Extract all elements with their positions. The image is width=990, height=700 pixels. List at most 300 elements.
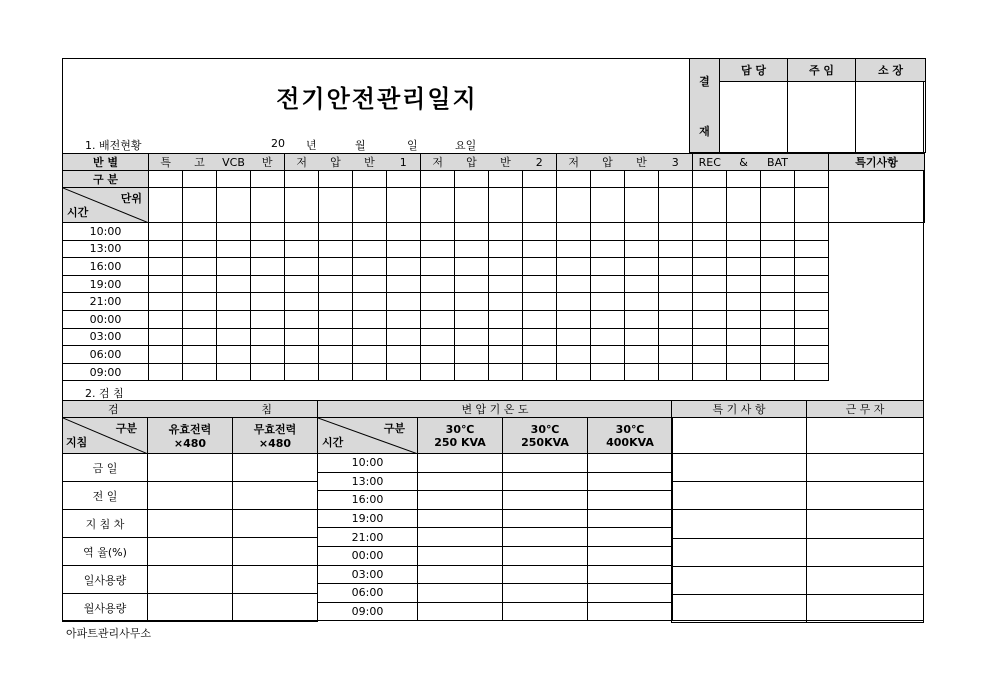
reading-cell[interactable]	[251, 346, 285, 364]
reading-cell[interactable]	[795, 363, 829, 381]
reading-cell[interactable]	[217, 346, 251, 364]
reading-cell[interactable]	[217, 363, 251, 381]
reading-cell[interactable]	[489, 275, 523, 293]
reading-cell[interactable]	[523, 275, 557, 293]
reading-cell[interactable]	[421, 240, 455, 258]
reading-cell[interactable]	[659, 275, 693, 293]
remarks-cell[interactable]	[672, 454, 807, 482]
reading-cell[interactable]	[693, 328, 727, 346]
reading-cell[interactable]	[455, 346, 489, 364]
reading-cell[interactable]	[353, 275, 387, 293]
reading-cell[interactable]	[761, 171, 795, 188]
reading-cell[interactable]	[455, 363, 489, 381]
time-row-label: 10:00	[63, 223, 149, 241]
meter-cell[interactable]	[233, 454, 318, 482]
reading-cell[interactable]	[149, 346, 183, 364]
temp-cell[interactable]	[588, 528, 673, 547]
temp-cell[interactable]	[503, 454, 588, 473]
reading-cell[interactable]	[523, 258, 557, 276]
reading-cell[interactable]	[659, 223, 693, 241]
reading-cell[interactable]	[659, 188, 693, 223]
group-label-cell: 반	[625, 154, 659, 171]
approval-sign-manager[interactable]	[720, 82, 788, 153]
reading-cell[interactable]	[557, 240, 591, 258]
reading-cell[interactable]	[489, 310, 523, 328]
group-label-cell: 반	[353, 154, 387, 171]
reading-cell[interactable]	[285, 171, 319, 188]
reading-cell[interactable]	[353, 171, 387, 188]
reading-cell[interactable]	[693, 223, 727, 241]
reading-cell[interactable]	[455, 328, 489, 346]
reading-cell[interactable]	[285, 188, 319, 223]
reading-cell[interactable]	[251, 240, 285, 258]
reading-cell[interactable]	[149, 328, 183, 346]
reading-cell[interactable]	[353, 258, 387, 276]
reading-cell[interactable]	[319, 293, 353, 311]
remarks-body[interactable]	[829, 171, 925, 223]
reading-cell[interactable]	[285, 363, 319, 381]
reading-cell[interactable]	[455, 293, 489, 311]
reading-cell[interactable]	[217, 258, 251, 276]
temp-cell[interactable]	[588, 565, 673, 584]
reading-cell[interactable]	[421, 293, 455, 311]
reading-cell[interactable]	[557, 188, 591, 223]
temp-cell[interactable]	[588, 546, 673, 565]
reading-cell[interactable]	[795, 293, 829, 311]
remarks-cell[interactable]	[672, 418, 807, 454]
reading-cell[interactable]	[557, 275, 591, 293]
reading-cell[interactable]	[149, 310, 183, 328]
reading-cell[interactable]	[489, 293, 523, 311]
reading-cell[interactable]	[625, 171, 659, 188]
reading-cell[interactable]	[761, 275, 795, 293]
reading-cell[interactable]	[591, 171, 625, 188]
reading-cell[interactable]	[183, 363, 217, 381]
group-label-cell: 압	[591, 154, 625, 171]
reading-cell[interactable]	[761, 328, 795, 346]
temp-cell[interactable]	[418, 454, 503, 473]
reading-cell[interactable]	[591, 363, 625, 381]
reading-cell[interactable]	[489, 346, 523, 364]
meter-cell[interactable]	[148, 594, 233, 622]
temp-cell[interactable]	[588, 472, 673, 491]
reading-cell[interactable]	[455, 223, 489, 241]
reading-cell[interactable]	[523, 240, 557, 258]
reading-cell[interactable]	[795, 258, 829, 276]
reading-cell[interactable]	[489, 223, 523, 241]
reading-cell[interactable]	[387, 310, 421, 328]
reading-cell[interactable]	[489, 258, 523, 276]
reading-cell[interactable]	[591, 310, 625, 328]
reading-cell[interactable]	[421, 328, 455, 346]
meter-cell[interactable]	[148, 538, 233, 566]
reading-cell[interactable]	[353, 188, 387, 223]
reading-cell[interactable]	[251, 188, 285, 223]
meter-cell[interactable]	[148, 482, 233, 510]
temp-cell[interactable]	[418, 602, 503, 621]
reading-cell[interactable]	[251, 293, 285, 311]
reading-cell[interactable]	[387, 363, 421, 381]
temp-time-label: 10:00	[318, 454, 418, 473]
staff-cell[interactable]	[807, 510, 924, 538]
reading-cell[interactable]	[523, 363, 557, 381]
reading-cell[interactable]	[693, 188, 727, 223]
group-label-cell: VCB	[217, 154, 251, 171]
reading-cell[interactable]	[183, 258, 217, 276]
reading-cell[interactable]	[319, 171, 353, 188]
reading-cell[interactable]	[421, 346, 455, 364]
reading-cell[interactable]	[319, 275, 353, 293]
reading-cell[interactable]	[625, 293, 659, 311]
reading-cell[interactable]	[659, 293, 693, 311]
reading-cell[interactable]	[183, 310, 217, 328]
unit-time-cell	[63, 188, 149, 223]
reading-cell[interactable]	[353, 346, 387, 364]
reading-cell[interactable]	[795, 223, 829, 241]
reading-cell[interactable]	[285, 310, 319, 328]
reading-cell[interactable]	[251, 363, 285, 381]
temp-time-label: 21:00	[318, 528, 418, 547]
reading-cell[interactable]	[625, 328, 659, 346]
reading-cell[interactable]	[217, 310, 251, 328]
approval-sign-director[interactable]	[856, 82, 926, 153]
reading-cell[interactable]	[421, 363, 455, 381]
temp-cell[interactable]	[418, 472, 503, 491]
active-power-header: 유효전력 ×480	[148, 418, 233, 454]
reading-cell[interactable]	[761, 293, 795, 311]
temp-cell[interactable]	[418, 565, 503, 584]
meter-cell[interactable]	[148, 454, 233, 482]
reading-cell[interactable]	[251, 171, 285, 188]
reading-cell[interactable]	[251, 223, 285, 241]
remarks-cell[interactable]	[672, 482, 807, 510]
reading-cell[interactable]	[183, 346, 217, 364]
date-year-unit: 년	[306, 139, 317, 152]
reading-cell[interactable]	[455, 310, 489, 328]
reading-cell[interactable]	[353, 328, 387, 346]
reading-cell[interactable]	[761, 363, 795, 381]
reading-cell[interactable]	[795, 188, 829, 223]
staff-cell[interactable]	[807, 538, 924, 566]
reading-cell[interactable]	[353, 293, 387, 311]
reading-cell[interactable]	[523, 328, 557, 346]
reading-cell[interactable]	[387, 188, 421, 223]
reading-cell[interactable]	[285, 328, 319, 346]
reading-cell[interactable]	[183, 275, 217, 293]
reading-cell[interactable]	[183, 171, 217, 188]
reading-cell[interactable]	[319, 346, 353, 364]
reading-cell[interactable]	[183, 328, 217, 346]
reading-cell[interactable]	[387, 258, 421, 276]
group-label-cell: 2	[523, 154, 557, 171]
reading-cell[interactable]	[727, 223, 761, 241]
remarks-cell[interactable]	[672, 510, 807, 538]
reading-cell[interactable]	[761, 240, 795, 258]
reading-cell[interactable]	[795, 171, 829, 188]
reading-cell[interactable]	[625, 223, 659, 241]
reading-cell[interactable]	[591, 346, 625, 364]
temp-cell[interactable]	[503, 602, 588, 621]
reading-cell[interactable]	[319, 188, 353, 223]
temp-cell[interactable]	[503, 509, 588, 528]
reading-cell[interactable]	[761, 310, 795, 328]
meter-cell[interactable]	[148, 566, 233, 594]
reading-cell[interactable]	[795, 240, 829, 258]
reading-cell[interactable]	[693, 293, 727, 311]
reading-cell[interactable]	[761, 258, 795, 276]
reading-cell[interactable]	[489, 240, 523, 258]
reading-cell[interactable]	[149, 363, 183, 381]
temp-cell[interactable]	[588, 602, 673, 621]
time-row-label: 03:00	[63, 328, 149, 346]
reading-cell[interactable]	[421, 223, 455, 241]
reading-cell[interactable]	[625, 310, 659, 328]
reading-cell[interactable]	[285, 240, 319, 258]
reading-cell[interactable]	[217, 328, 251, 346]
approval-sign-chief[interactable]	[788, 82, 856, 153]
reading-cell[interactable]	[625, 258, 659, 276]
reading-cell[interactable]	[557, 171, 591, 188]
reading-cell[interactable]	[727, 240, 761, 258]
meter-cell[interactable]	[233, 482, 318, 510]
reading-cell[interactable]	[319, 240, 353, 258]
reading-cell[interactable]	[387, 293, 421, 311]
reading-cell[interactable]	[387, 346, 421, 364]
reading-cell[interactable]	[319, 310, 353, 328]
reading-cell[interactable]	[727, 346, 761, 364]
meter-cell[interactable]	[233, 538, 318, 566]
reading-cell[interactable]	[693, 171, 727, 188]
reading-cell[interactable]	[523, 310, 557, 328]
reading-cell[interactable]	[727, 275, 761, 293]
reading-cell[interactable]	[217, 171, 251, 188]
reading-cell[interactable]	[591, 188, 625, 223]
reading-cell[interactable]	[353, 240, 387, 258]
reading-cell[interactable]	[319, 258, 353, 276]
group-label-cell: REC	[693, 154, 727, 171]
reading-cell[interactable]	[455, 240, 489, 258]
reading-cell[interactable]	[523, 346, 557, 364]
reading-cell[interactable]	[489, 188, 523, 223]
date-month: 월	[355, 139, 366, 152]
temp-cell[interactable]	[418, 528, 503, 547]
reading-cell[interactable]	[795, 275, 829, 293]
temp-cell[interactable]	[503, 546, 588, 565]
time-row-label: 09:00	[63, 363, 149, 381]
reading-cell[interactable]	[387, 223, 421, 241]
reading-cell[interactable]	[251, 275, 285, 293]
reading-cell[interactable]	[217, 223, 251, 241]
reading-cell[interactable]	[217, 188, 251, 223]
reading-cell[interactable]	[319, 363, 353, 381]
reading-cell[interactable]	[761, 188, 795, 223]
reading-cell[interactable]	[421, 275, 455, 293]
reading-cell[interactable]	[455, 275, 489, 293]
remarks-cell[interactable]	[672, 538, 807, 566]
temp-cell[interactable]	[503, 584, 588, 603]
reading-cell[interactable]	[523, 171, 557, 188]
reading-cell[interactable]	[183, 240, 217, 258]
remarks-cell[interactable]	[672, 566, 807, 594]
reading-cell[interactable]	[319, 328, 353, 346]
temp-cell[interactable]	[588, 491, 673, 510]
reading-cell[interactable]	[353, 223, 387, 241]
meter-cell[interactable]	[148, 510, 233, 538]
reading-cell[interactable]	[795, 310, 829, 328]
approval-table	[689, 58, 926, 153]
reading-cell[interactable]	[693, 310, 727, 328]
reading-cell[interactable]	[591, 240, 625, 258]
reading-cell[interactable]	[591, 275, 625, 293]
reading-cell[interactable]	[727, 188, 761, 223]
reading-cell[interactable]	[659, 363, 693, 381]
reading-cell[interactable]	[693, 346, 727, 364]
reading-cell[interactable]	[557, 223, 591, 241]
reading-cell[interactable]	[795, 346, 829, 364]
reading-cell[interactable]	[421, 171, 455, 188]
reading-cell[interactable]	[625, 240, 659, 258]
reading-cell[interactable]	[217, 275, 251, 293]
reading-cell[interactable]	[693, 275, 727, 293]
reading-cell[interactable]	[625, 363, 659, 381]
reading-cell[interactable]	[761, 223, 795, 241]
reading-cell[interactable]	[149, 188, 183, 223]
temp-cell[interactable]	[503, 528, 588, 547]
meter-table	[62, 400, 318, 622]
reading-cell[interactable]	[523, 223, 557, 241]
temp-cell[interactable]	[418, 509, 503, 528]
reading-cell[interactable]	[625, 346, 659, 364]
reading-cell[interactable]	[455, 258, 489, 276]
temp-cell[interactable]	[503, 491, 588, 510]
reading-cell[interactable]	[455, 171, 489, 188]
reading-cell[interactable]	[251, 258, 285, 276]
reading-cell[interactable]	[387, 275, 421, 293]
reading-cell[interactable]	[693, 258, 727, 276]
reading-cell[interactable]	[557, 346, 591, 364]
reading-cell[interactable]	[149, 171, 183, 188]
reading-cell[interactable]	[727, 328, 761, 346]
remarks-cell[interactable]	[672, 594, 807, 622]
reading-cell[interactable]	[659, 258, 693, 276]
reading-cell[interactable]	[693, 240, 727, 258]
footer-office: 아파트관리사무소	[66, 627, 152, 640]
reading-cell[interactable]	[727, 293, 761, 311]
reading-cell[interactable]	[285, 293, 319, 311]
reading-cell[interactable]	[285, 258, 319, 276]
reading-cell[interactable]	[285, 275, 319, 293]
reading-cell[interactable]	[353, 363, 387, 381]
reading-cell[interactable]	[557, 258, 591, 276]
reading-cell[interactable]	[523, 188, 557, 223]
reading-cell[interactable]	[421, 188, 455, 223]
reading-cell[interactable]	[591, 293, 625, 311]
reading-cell[interactable]	[183, 293, 217, 311]
staff-cell[interactable]	[807, 418, 924, 454]
reading-cell[interactable]	[727, 258, 761, 276]
temp-cell[interactable]	[418, 491, 503, 510]
reading-cell[interactable]	[387, 328, 421, 346]
reading-cell[interactable]	[795, 328, 829, 346]
reading-cell[interactable]	[523, 293, 557, 311]
reading-cell[interactable]	[421, 258, 455, 276]
staff-cell[interactable]	[807, 482, 924, 510]
reading-cell[interactable]	[217, 240, 251, 258]
reading-cell[interactable]	[251, 310, 285, 328]
temp-cell[interactable]	[588, 509, 673, 528]
reading-cell[interactable]	[285, 223, 319, 241]
reading-cell[interactable]	[625, 275, 659, 293]
reading-cell[interactable]	[659, 346, 693, 364]
reading-cell[interactable]	[285, 346, 319, 364]
meter-cell[interactable]	[233, 594, 318, 622]
reading-cell[interactable]	[591, 328, 625, 346]
reading-cell[interactable]	[727, 363, 761, 381]
reading-cell[interactable]	[387, 171, 421, 188]
reading-cell[interactable]	[149, 240, 183, 258]
reading-cell[interactable]	[421, 310, 455, 328]
reading-cell[interactable]	[217, 293, 251, 311]
temp-cell[interactable]	[503, 472, 588, 491]
reading-cell[interactable]	[557, 363, 591, 381]
reading-cell[interactable]	[489, 363, 523, 381]
meter-cell[interactable]	[233, 510, 318, 538]
staff-cell[interactable]	[807, 594, 924, 622]
temp-cell[interactable]	[418, 584, 503, 603]
reading-cell[interactable]	[149, 223, 183, 241]
reading-cell[interactable]	[149, 258, 183, 276]
reading-cell[interactable]	[659, 328, 693, 346]
reading-cell[interactable]	[489, 328, 523, 346]
reading-cell[interactable]	[149, 293, 183, 311]
reading-cell[interactable]	[659, 310, 693, 328]
reading-cell[interactable]	[625, 188, 659, 223]
reading-cell[interactable]	[591, 223, 625, 241]
temp-time-label: 00:00	[318, 546, 418, 565]
temp-cell[interactable]	[588, 584, 673, 603]
reading-cell[interactable]	[659, 171, 693, 188]
temp-cell[interactable]	[503, 565, 588, 584]
reading-cell[interactable]	[353, 310, 387, 328]
reading-cell[interactable]	[387, 240, 421, 258]
meter-cell[interactable]	[233, 566, 318, 594]
reading-cell[interactable]	[183, 223, 217, 241]
reading-cell[interactable]	[761, 346, 795, 364]
staff-cell[interactable]	[807, 566, 924, 594]
reading-cell[interactable]	[727, 171, 761, 188]
reading-cell[interactable]	[557, 310, 591, 328]
staff-cell[interactable]	[807, 454, 924, 482]
temp-time-label: 03:00	[318, 565, 418, 584]
reading-cell[interactable]	[591, 258, 625, 276]
reading-cell[interactable]	[183, 188, 217, 223]
reading-cell[interactable]	[693, 363, 727, 381]
reading-cell[interactable]	[149, 275, 183, 293]
group-label-cell: 1	[387, 154, 421, 171]
reading-cell[interactable]	[727, 310, 761, 328]
temp-cell[interactable]	[588, 454, 673, 473]
reading-cell[interactable]	[455, 188, 489, 223]
temp-cell[interactable]	[418, 546, 503, 565]
reading-cell[interactable]	[489, 171, 523, 188]
approval-col-chief: 주 임	[788, 59, 856, 82]
reading-cell[interactable]	[557, 293, 591, 311]
reading-cell[interactable]	[319, 223, 353, 241]
reading-cell[interactable]	[557, 328, 591, 346]
reading-cell[interactable]	[251, 328, 285, 346]
reading-cell[interactable]	[659, 240, 693, 258]
transformer-temp-header: 변 압 기 온 도	[318, 401, 673, 418]
